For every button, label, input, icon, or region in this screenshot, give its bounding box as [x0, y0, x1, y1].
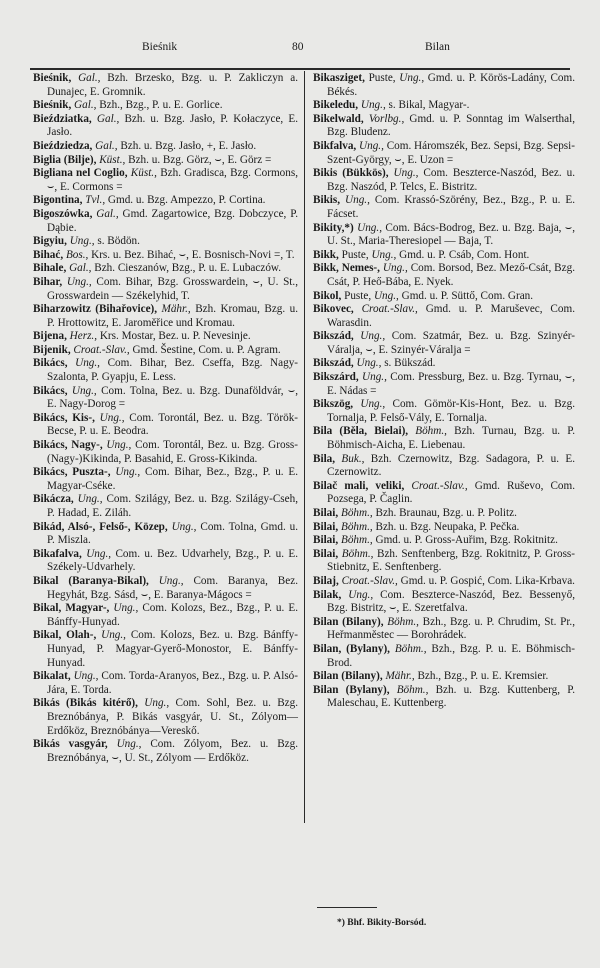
- entry-headword: Bilai,: [313, 507, 339, 519]
- gazetteer-entry: [313, 290, 575, 304]
- entry-prefix: Puste,: [344, 289, 372, 302]
- entry-text: Gmd. u. P. Gross-Auřim, Bzg. Rokitnitz.: [375, 534, 558, 547]
- gazetteer-entry: [313, 589, 575, 616]
- entry-headword: Bikelwald,: [313, 112, 364, 125]
- entry-region: Ung.,: [69, 235, 95, 248]
- entry-region: Mähr.,: [385, 670, 415, 683]
- gazetteer-entry: [313, 99, 575, 113]
- gazetteer-entry: [33, 466, 298, 493]
- entry-headword: Bijena,: [33, 330, 67, 343]
- entry-headword: Bilaj,: [313, 574, 339, 587]
- entry-headword: Bijenik,: [33, 343, 71, 356]
- entry-region: Ung.,: [106, 439, 132, 452]
- entry-text: Bzh. Senftenberg, Bzg. Rokitnitz, P. Gross-Stiebnitz, E. Senftenberg.: [327, 547, 576, 574]
- entry-text: Com. u. Bez. Udvarhely, Bzg., P. u. E. Székely-Udvarhely.: [47, 547, 299, 574]
- gazetteer-entry: [313, 616, 575, 643]
- header-left-word: Bieśnik: [142, 41, 178, 53]
- entry-headword: Bilač mali, veliki,: [313, 479, 405, 492]
- entry-headword: Bieździatka,: [33, 112, 92, 125]
- entry-text: Bzh. Kromau, Bzg. u. P. Hrottowitz, E. Jaroměřice und Kromau.: [47, 303, 299, 329]
- entry-headword: Bikás (Bikás kitérő),: [33, 697, 138, 710]
- entry-region: Ung.,: [393, 167, 419, 180]
- entry-headword: Bikfalva,: [313, 139, 357, 152]
- entry-headword: Bilai,: [313, 520, 339, 533]
- page-number: 80: [292, 41, 304, 53]
- entry-text: Com. Bihar, Bez., Bzg., P. u. E. Magyar-Cséke.: [47, 466, 299, 492]
- entry-text: Bzh. Brzesko, Bzg. u. P. Zakliczyn a. Dunajec, E. Gromnik.: [47, 72, 298, 98]
- entry-text: Gmd. Šestine, Com. u. P. Agram.: [132, 343, 281, 356]
- entry-text: s. Bikal, Magyar-.: [388, 99, 470, 112]
- entry-prefix: Puste,: [368, 72, 396, 84]
- entry-region: Ung.,: [75, 357, 100, 370]
- entry-text: s. Bükszád.: [384, 357, 436, 370]
- entry-text: Bzh., Bzg., P. u. E. Kremsier.: [417, 670, 549, 683]
- entry-text: Bzh. u. Bzg. Jasło, +, E. Jasło.: [120, 139, 257, 152]
- column-divider: [304, 71, 305, 823]
- entry-text: Gmd. u. P. Csáb, Com. Hont.: [399, 248, 530, 261]
- gazetteer-entry: [313, 480, 575, 507]
- entry-headword: Bilak,: [313, 588, 342, 601]
- entry-text: Com. Kolozs, Bez. u. Bzg. Bánffy-Hunyad, P. Magyar-Gyerő-Monostor, E. Bánffy-Hunyad.: [47, 629, 298, 669]
- gazetteer-entry: [33, 385, 298, 412]
- gazetteer-entry: [33, 697, 298, 738]
- entry-text: Com. Torda-Aranyos, Bez., Bzg. u. P. Alsó-Jára, E. Torda.: [47, 670, 299, 696]
- gazetteer-entry: [313, 507, 575, 521]
- entry-text: Com. Bács-Bodrog, Bez. u. Bzg. Baja, ⌣, U. St., Maria-Theresiopel — Baja, T.: [327, 221, 576, 248]
- gazetteer-entry: [33, 670, 298, 697]
- entry-text: Krs. u. Bez. Bihać, ⌣, E. Bosnisch-Novi =, T.: [91, 248, 295, 261]
- entry-region: Ung.,: [99, 411, 125, 424]
- entry-headword: Bihar,: [33, 275, 63, 288]
- entry-text: Gmd. u. P. Süttő, Com. Gran.: [401, 289, 534, 302]
- entry-text: Gmd. u. P. Sonntag im Walserthal, Bzg. Bludenz.: [327, 112, 576, 139]
- entry-headword: Bieśnik,: [33, 99, 72, 112]
- entry-region: Gal.,: [69, 262, 92, 275]
- gazetteer-entry: [313, 194, 575, 221]
- gazetteer-entry: [33, 262, 298, 276]
- entry-text: Com. Torontál, Bez. u. Bzg. Gross-(Nagy-)Kikinda, P. Basahid, E. Gross-Kikinda.: [47, 439, 299, 465]
- entry-text: Gmd. u. P. Körös-Ladány, Com. Békés.: [327, 72, 575, 98]
- entry-text: Com. Bihar, Bzg. Grosswardein, ⌣, U. St., Grosswardein — Székelyhid, T.: [47, 275, 299, 302]
- gazetteer-entry: [313, 425, 575, 452]
- gazetteer-entry: [33, 72, 298, 99]
- gazetteer-entry: [313, 113, 575, 140]
- entry-region: Küst.,: [99, 153, 126, 166]
- entry-text: Com. Szilágy, Bez. u. Bzg. Szilágy-Cseh, P. Hadad, E. Ziláh.: [47, 493, 299, 519]
- entry-headword: Bigyiu,: [33, 235, 67, 248]
- entry-region: Böhm.,: [340, 534, 373, 547]
- entry-region: Ung.,: [359, 139, 384, 152]
- entry-region: Ung.,: [373, 289, 399, 302]
- entry-headword: Bilan (Bilany),: [313, 670, 383, 683]
- gazetteer-entry: [33, 738, 298, 765]
- entry-region: Ung.,: [360, 330, 386, 343]
- gazetteer-entry: [313, 670, 575, 684]
- gazetteer-entry: [33, 303, 298, 330]
- entry-region: Ung.,: [71, 384, 97, 397]
- entry-headword: Bikás vasgyár,: [33, 738, 108, 751]
- entry-headword: Bikovec,: [313, 303, 354, 316]
- entry-region: Ung.,: [348, 588, 374, 601]
- entry-headword: Bila,: [313, 452, 336, 465]
- entry-headword: Bilai,: [313, 547, 339, 560]
- entry-headword: Bigliana nel Coglio,: [33, 167, 128, 180]
- entry-headword: Bieździedza,: [33, 139, 93, 152]
- entry-text: Com. Tolna, Bez. u. Bzg. Dunaföldvár, ⌣, E. Nagy-Dorog =: [47, 384, 299, 411]
- entry-region: Ung.,: [371, 248, 397, 261]
- entry-headword: Bikád, Alsó-, Felső-, Közep,: [33, 520, 168, 533]
- entry-text: Com. Gömör-Kis-Hont, Bez. u. Bzg. Tornalja, P. Felső-Vály, E. Tornalja.: [327, 398, 576, 424]
- entry-region: Ung.,: [116, 738, 142, 751]
- entry-headword: Bilan (Bilany),: [313, 615, 384, 628]
- entry-region: Ung.,: [66, 275, 92, 288]
- entry-headword: Bikal (Baranya-Bikal),: [33, 574, 149, 587]
- gazetteer-entry: [313, 534, 575, 548]
- entry-region: Gal.,: [96, 207, 119, 220]
- entry-text: Com. Beszterce-Naszód, Bez. u. Bzg. Naszód, P. Telcs, E. Bistritz.: [327, 167, 576, 193]
- entry-headword: Bikácza,: [33, 493, 74, 506]
- entry-region: Böhm.,: [394, 642, 427, 655]
- entry-region: Buk.,: [341, 452, 365, 465]
- entry-text: Gmd. u. P. Maruševec, Com. Warasdin.: [327, 303, 575, 329]
- entry-region: Bos.,: [65, 248, 89, 261]
- gazetteer-entry: [33, 575, 298, 602]
- entry-headword: Bikis,: [313, 194, 341, 207]
- entry-headword: Bikal, Olah-,: [33, 629, 97, 642]
- entry-headword: Bikács,: [33, 384, 68, 397]
- gazetteer-entry: [313, 521, 575, 535]
- entry-headword: Bikk,: [313, 248, 339, 261]
- entry-text: Gmd. u. P. Gospić, Com. Lika-Krbava.: [400, 574, 575, 587]
- entry-headword: Biglia (Bilje),: [33, 153, 97, 166]
- entry-region: Böhm.,: [396, 683, 429, 696]
- entry-text: Com. Torontál, Bez. u. Bzg. Török-Becse, P. u. E. Beodra.: [47, 411, 299, 438]
- entry-text: Com. Borsod, Bez. Mező-Csát, Bzg. Csát, P. Heő-Bába, E. Nyek.: [327, 262, 575, 288]
- running-head: [30, 41, 596, 57]
- entry-headword: Bikeledu,: [313, 99, 359, 112]
- entry-region: Ung.,: [171, 520, 197, 533]
- gazetteer-entry: [33, 602, 298, 629]
- entry-region: Böhm.,: [387, 615, 419, 628]
- entry-text: Com. Bihar, Bez. Cseffa, Bzg. Nagy-Szalonta, P. Gyapju, E. Less.: [47, 357, 299, 384]
- gazetteer-entry: [33, 629, 298, 670]
- entry-headword: Bikalat,: [33, 670, 71, 683]
- gazetteer-entry: [33, 412, 298, 439]
- gazetteer-entry: [33, 113, 298, 140]
- entry-headword: Bikács, Nagy-,: [33, 439, 103, 452]
- entry-text: Bzh. Braunau, Bzg. u. P. Politz.: [375, 507, 517, 519]
- entry-text: s. Bödön.: [97, 235, 140, 248]
- entry-region: Ung.,: [362, 371, 387, 384]
- gazetteer-entry: [33, 194, 298, 208]
- entry-headword: Bihać,: [33, 248, 64, 261]
- entry-text: Com. Baranya, Bez. Hegyhát, Bzg. Sásd, ⌣, E. Baranya-Mágocs =: [47, 574, 298, 601]
- entry-region: Ung.,: [345, 194, 370, 207]
- entry-region: Croat.-Slav.,: [341, 574, 398, 587]
- entry-headword: Bikács,: [33, 357, 68, 370]
- entry-headword: Bikk, Nemes-,: [313, 262, 380, 275]
- entry-prefix: Puste,: [341, 248, 369, 261]
- gazetteer-entry: [313, 398, 575, 425]
- entry-text: Bzh. u. Bzg. Kuttenberg, P. Maleschau, E. Kuttenberg.: [327, 683, 576, 710]
- entry-region: Vorlbg.,: [368, 112, 405, 125]
- entry-region: Ung.,: [360, 398, 386, 411]
- entry-text: Com. Beszterce-Naszód, Bez. Bessenyő, Bzg. Bistritz, ⌣, E. Szeretfalva.: [327, 588, 575, 615]
- entry-text: Com. Pressburg, Bez. u. Bzg. Tyrnau, ⌣, E. Nádas =: [327, 371, 576, 397]
- entry-headword: Bikafalva,: [33, 547, 82, 560]
- entry-headword: Bikszög,: [313, 398, 354, 411]
- entry-headword: Bikis (Bükkös),: [313, 167, 389, 180]
- entry-headword: Bieśnik,: [33, 72, 72, 84]
- entry-text: Com. Kolozs, Bez., Bzg., P. u. E. Bánffy-Hunyad.: [47, 602, 298, 628]
- entry-text: Gmd. Ruševo, Com. Pozsega, P. Čaglin.: [327, 479, 576, 506]
- entry-region: Böhm.,: [415, 425, 447, 438]
- entry-text: Com. Szatmár, Bez. u. Bzg. Szinyér-Váralja, ⌣, E. Szinyér-Váralja =: [327, 330, 576, 356]
- entry-region: Ung.,: [73, 670, 99, 683]
- gazetteer-entry: [33, 140, 298, 154]
- entry-headword: Biharzowitz (Bihařovice),: [33, 303, 158, 316]
- entry-text: Bzh. Gradisca, Bzg. Cormons, ⌣, E. Cormons =: [47, 167, 299, 193]
- gazetteer-entry: [313, 249, 575, 263]
- entry-region: Böhm.,: [340, 507, 373, 519]
- gazetteer-entry: [313, 140, 575, 167]
- gazetteer-entry: [33, 99, 298, 113]
- entry-region: Ung.,: [115, 466, 141, 479]
- entry-region: Ung.,: [113, 602, 139, 615]
- entry-text: Krs. Mostar, Bez. u. P. Nevesinje.: [99, 330, 251, 343]
- right-column: [313, 72, 575, 711]
- left-column: [33, 72, 298, 765]
- gazetteer-entry: [33, 493, 298, 520]
- gazetteer-entry: [33, 439, 298, 466]
- entry-headword: Bikszád,: [313, 357, 354, 370]
- gazetteer-entry: [33, 548, 298, 575]
- gazetteer-entry: [313, 548, 575, 575]
- entry-text: Bzh., Bzg. u. P. Chrudim, St. Pr., Heřmanměstec — Borohrádek.: [327, 615, 576, 642]
- entry-headword: Bikszád,: [313, 330, 354, 343]
- entry-headword: Bikity,*): [313, 221, 354, 234]
- entry-region: Gal.,: [96, 112, 120, 125]
- entry-headword: Bikol,: [313, 289, 342, 302]
- entry-region: Gal.,: [78, 72, 101, 84]
- entry-region: Ung.,: [356, 357, 382, 370]
- entry-headword: Bikács, Kis-,: [33, 411, 95, 424]
- entry-headword: Bilan, (Bylany),: [313, 642, 390, 655]
- gazetteer-entry: [313, 262, 575, 289]
- entry-headword: Bila (Běla, Bielai),: [313, 425, 409, 438]
- entry-region: Ung.,: [360, 99, 386, 112]
- entry-text: Bzh. Czernowitz, Bzg. Sadagora, P. u. E. Czernowitz.: [327, 452, 576, 479]
- entry-headword: Bikal, Magyar-,: [33, 602, 110, 615]
- entry-region: Ung.,: [101, 629, 126, 642]
- entry-text: Gmd. u. Bzg. Ampezzo, P. Cortina.: [107, 194, 266, 207]
- gazetteer-entry: [33, 344, 298, 358]
- gazetteer-entry: [313, 453, 575, 480]
- entry-region: Croat.-Slav.,: [73, 343, 130, 356]
- entry-text: Bzh., Bzg., P. u. E. Gorlice.: [99, 99, 223, 112]
- entry-text: Bzh. u. Bzg. Neupaka, P. Pečka.: [375, 520, 520, 533]
- entry-region: Ung.,: [77, 493, 103, 506]
- entry-text: Bzh. Cieszanów, Bzg., P. u. E. Lubaczów.: [94, 262, 282, 275]
- entry-headword: Bigoszówka,: [33, 207, 93, 220]
- gazetteer-entry: [313, 684, 575, 711]
- gazetteer-entry: [33, 357, 298, 384]
- entry-text: Com. Háromszék, Bez. Sepsi, Bzg. Sepsi-Szent-György, ⌣, E. Uzon =: [327, 139, 575, 166]
- entry-region: Ung.,: [158, 574, 184, 587]
- entry-region: Ung.,: [399, 72, 425, 84]
- entry-headword: Bihale,: [33, 262, 67, 275]
- gazetteer-entry: [313, 72, 575, 99]
- gazetteer-entry: [313, 303, 575, 330]
- gazetteer-entry: [33, 154, 298, 168]
- footnote: *) Bhf. Bikity-Borsód.: [337, 918, 427, 928]
- entry-text: Bzh. u. Bzg. Görz, ⌣, E. Görz =: [128, 153, 272, 166]
- entry-text: Com. Krassó-Szörény, Bez., Bzg., P. u. E. Fácset.: [327, 194, 576, 220]
- header-right-word: Bilan: [425, 41, 450, 53]
- gazetteer-entry: [313, 643, 575, 670]
- header-rule: [30, 68, 570, 70]
- gazetteer-entry: [33, 208, 298, 235]
- entry-text: Bzh. u. Bzg. Jasło, P. Kołaczyce, E. Jasło.: [47, 112, 299, 139]
- entry-text: Bzh. Turnau, Bzg. u. P. Böhmisch-Aicha, E. Liebenau.: [327, 425, 576, 452]
- entry-region: Ung.,: [86, 547, 112, 560]
- entry-region: Gal.,: [95, 139, 118, 152]
- entry-region: Böhm.,: [340, 520, 373, 533]
- entry-text: Bzh., Bzg. P. u. E. Böhmisch-Brod.: [327, 642, 575, 669]
- entry-headword: Bilai,: [313, 534, 339, 547]
- gazetteer-entry: [33, 276, 298, 303]
- gazetteer-entry: [313, 167, 575, 194]
- footnote-rule: [317, 907, 377, 908]
- gazetteer-entry: [313, 357, 575, 371]
- entry-headword: Bikasziget,: [313, 72, 365, 84]
- gazetteer-entry: [313, 222, 575, 249]
- gazetteer-entry: [313, 575, 575, 589]
- gazetteer-entry: [33, 249, 298, 263]
- gazetteer-entry: [33, 235, 298, 249]
- entry-region: Ung.,: [357, 221, 382, 234]
- entry-headword: Bikács, Puszta-,: [33, 466, 111, 479]
- entry-text: Com. Zólyom, Bez. u. Bzg. Breznóbánya, ⌣, U. St., Zólyom — Erdőköz.: [47, 738, 299, 764]
- entry-region: Ung.,: [382, 262, 408, 275]
- entry-headword: Bigontina,: [33, 194, 83, 207]
- entry-region: Küst.,: [130, 167, 157, 180]
- entry-region: Böhm.,: [341, 547, 374, 560]
- entry-region: Ung.,: [144, 697, 170, 710]
- gazetteer-entry: [313, 330, 575, 357]
- gazetteer-entry: [33, 167, 298, 194]
- entry-region: Croat.-Slav.,: [361, 303, 418, 316]
- entry-headword: Bilan (Bylany),: [313, 683, 390, 696]
- entry-headword: Bikszárd,: [313, 371, 359, 384]
- entry-region: Gal.,: [74, 99, 97, 112]
- gazetteer-entry: [33, 521, 298, 548]
- entry-text: Gmd. Zagartowice, Bzg. Dobczyce, P. Dąbie.: [47, 207, 298, 234]
- gazetteer-entry: [33, 330, 298, 344]
- entry-text: Com. Sohl, Bez. u. Bzg. Breznóbánya, P. Bikás vasgyár, U. St., Zólyom—Erdőköz, Breznóbánya—Vereskő.: [47, 697, 299, 737]
- entry-region: Croat.-Slav.,: [411, 479, 468, 492]
- entry-region: Tvl.,: [85, 194, 106, 207]
- entry-region: Mähr.,: [161, 303, 191, 316]
- gazetteer-entry: [313, 371, 575, 398]
- entry-text: Com. Tolna, Gmd. u. P. Miszla.: [47, 520, 299, 547]
- entry-region: Herz.,: [69, 330, 98, 343]
